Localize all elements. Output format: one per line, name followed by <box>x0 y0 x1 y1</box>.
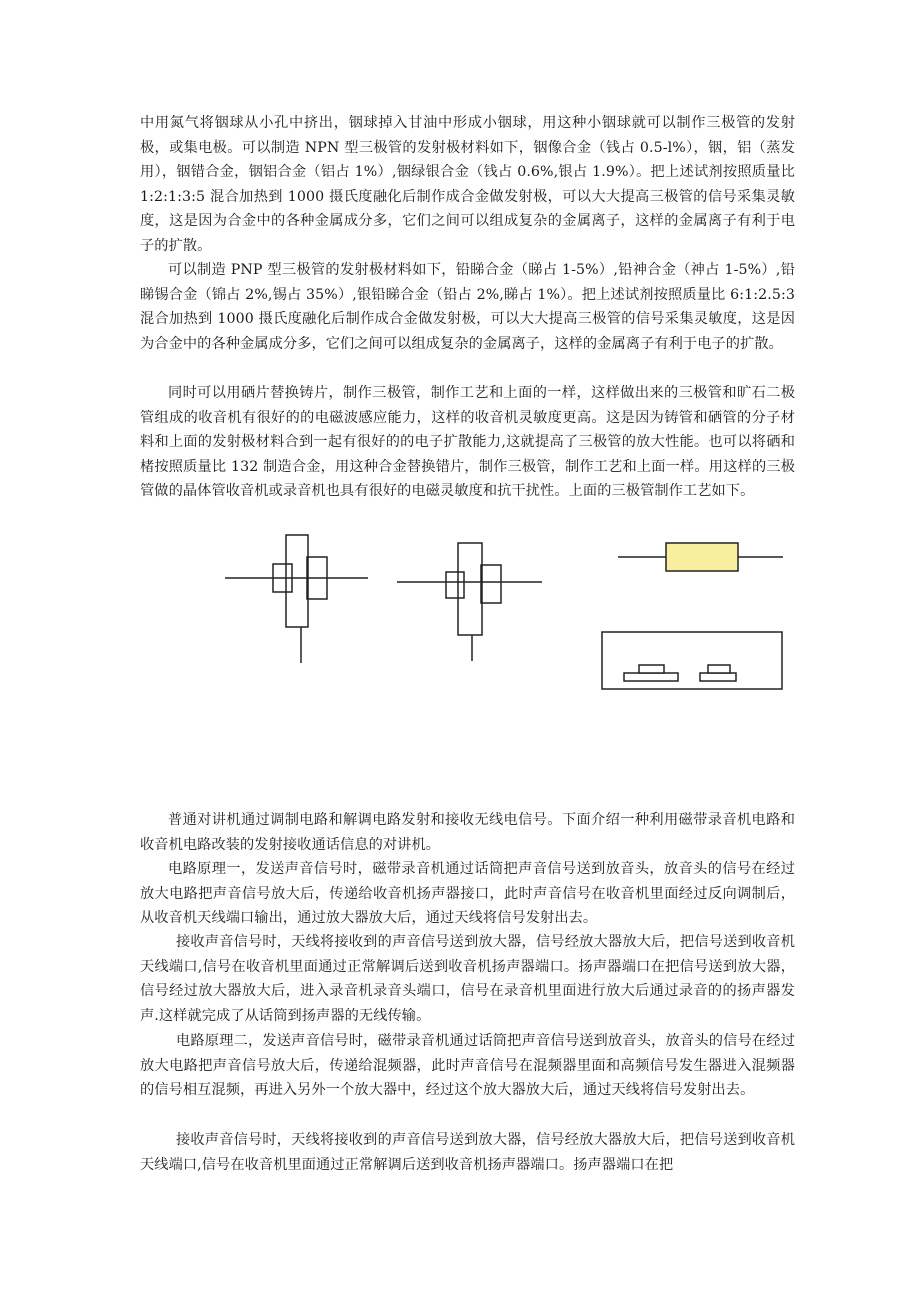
pad-right-top <box>708 665 730 673</box>
transistor-sketch-2 <box>397 543 542 661</box>
paragraph-indium-npn: 中用氮气将铟球从小孔中挤出，铟球掉入甘油中形成小铟球，用这种小铟球就可以制作三极管的发射极，或集电极。可以制造 NPN 型三极管的发射极材料如下，铟像合金（钱占 0.5-l%），铟，铝（蒸发用），铟错合金，铟铝合金（铝占 1%）,铟绿银合金（钱占 0.6%,银占 1.9%）。把上述试剂按照质量比 1:2:1:3:5 混合加热到 1000 摄氏度融化后制作成合金做发射极，可以大大提高三极管的信号采集灵敏度，这是因为合金中的各种金属成分多，它们之间可以组成复杂的金属离子，这样的金属离子有利于电子的扩散。 <box>140 115 795 254</box>
resistor-body <box>666 543 738 571</box>
paragraph-circuit-principle-2: 电路原理二，发送声音信号时，磁带录音机通过话筒把声音信号送到放音头，放音头的信号在经过放大电路把声音信号放大后，传递给混频器，此时声音信号在混频器里面和高频信号发生器进入混频器的信号相互混频，再进入另外一个放大器中，经过这个放大器放大后，通过天线将信号发射出去。 <box>140 1033 795 1099</box>
semiconductor-body <box>286 535 308 627</box>
resistor-symbol <box>618 543 783 571</box>
paragraph-selenium: 同时可以用硒片替换铸片，制作三极管，制作工艺和上面的一样，这样做出来的三极管和旷石二极管组成的收音机有很好的的电磁波感应能力，这样的收音机灵敏度更高。这是因为铸管和硒管的分子材料和上面的发射极材料合到一起有很好的的电子扩散能力,这就提高了三极管的放大性能。也可以将硒和楮按照质量比 132 制造合金，用这种合金替换错片，制作三极管，制作工艺和上面一样。用这样的三极管做的晶体管收音机或录音机也具有很好的电磁灵敏度和抗干扰性。上面的三极管制作工艺如下。 <box>140 385 795 500</box>
transistor-sketch-1 <box>225 535 368 663</box>
semiconductor-body <box>458 543 482 635</box>
paragraph-receive-1: 接收声音信号时，天线将接收到的声音信号送到放大器，信号经放大器放大后，把信号送到收音机天线端口,信号在收音机里面通过正常解调后送到收音机扬声器端口。扬声器端口在把信号送到放大器，信号经过放大器放大后，进入录音机录音头端口，信号在录音机里面进行放大后通过录音的的扬声器发声.这样就完成了从话筒到扬声器的无线传输。 <box>140 934 795 1024</box>
collector-pellet <box>481 565 501 603</box>
transistor-process-diagram <box>0 520 920 700</box>
paragraph-receive-2: 接收声音信号时，天线将接收到的声音信号送到放大器，信号经放大器放大后，把信号送到收音机天线端口,信号在收音机里面通过正常解调后送到收音机扬声器端口。扬声器端口在把 <box>140 1132 795 1173</box>
paragraph-pnp-materials: 可以制造 PNP 型三极管的发射极材料如下，铅睇合金（睇占 1-5%）,铅神合金（神占 1-5%）,铅睇锡合金（锦占 2%,锡占 35%）,银铅睇合金（铅占 2%,睇占 1%）。把上述试剂按照质量比 6:1:2.5:3 混合加热到 1000 摄氏度融化后制作成合金做发射极，可以大大提高三极管的信号采集灵敏度，这是因为合金中的各种金属成分多，它们之间可以组成复杂的金属离子，这样的金属离子有利于电子的扩散。 <box>140 262 795 352</box>
pad-left-top <box>639 665 664 673</box>
pad-right-bottom <box>700 673 736 681</box>
paragraph-walkie-talkie-intro: 普通对讲机通过调制电路和解调电路发射和接收无线电信号。下面介绍一种利用磁带录音机电路和收音机电路改装的发射接收通话信息的对讲机。 <box>140 812 795 853</box>
base-plate <box>602 632 782 689</box>
pad-left-bottom <box>624 673 678 681</box>
emitter-pellet <box>446 572 464 598</box>
paragraph-circuit-principle-1: 电路原理一，发送声音信号时，磁带录音机通过话筒把声音信号送到放音头，放音头的信号在经过放大电路把声音信号放大后，传递给收音机扬声器接口，此时声音信号在收音机里面经过反向调制后，从收音机天线端口输出，通过放大器放大后，通过天线将信号发射出去。 <box>140 861 795 927</box>
